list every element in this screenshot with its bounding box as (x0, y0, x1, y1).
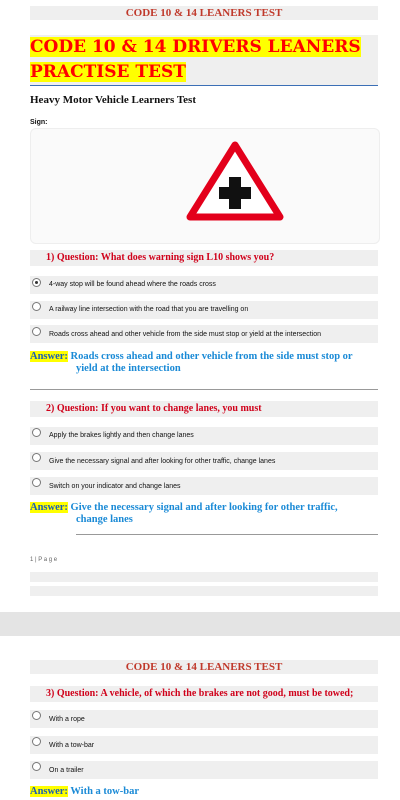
question-3-answer (30, 786, 378, 798)
question-2-answer (30, 502, 378, 514)
question-2-option-1-text: Apply the brakes lightly and then change lanes (49, 432, 194, 439)
answer-label: Answer: (30, 786, 68, 797)
answer-label: Answer: (30, 502, 68, 513)
question-3: 3) Question: A vehicle, of which the brakes are not good, must be towed; (46, 688, 354, 699)
footer-bar (30, 572, 378, 582)
question-2-option-3-text: Switch on your indicator and change lanes (49, 483, 181, 490)
question-2-option-2-text: Give the necessary signal and after looking for other traffic, change lanes (49, 458, 276, 465)
answer-text-line-2: yield at the intersection (76, 363, 181, 374)
page-header: CODE 10 & 14 LEANERS TEST (30, 660, 378, 674)
question-3-option-1-text: With a rope (49, 716, 85, 723)
crossroads-warning-sign-icon (186, 141, 284, 221)
answer-label: Answer: (30, 351, 68, 362)
answer-divider (30, 389, 378, 390)
question-2: 2) Question: If you want to change lanes, you must (46, 403, 262, 414)
question-1-option-1-radio[interactable] (32, 278, 41, 287)
question-1-option-2-text: A railway line intersection with the road that you are travelling on (49, 306, 249, 313)
question-2-option-1-radio[interactable] (32, 428, 41, 437)
question-3-option-2-text: With a tow-bar (49, 742, 95, 749)
question-2-option-3-radio[interactable] (32, 478, 41, 487)
question-1-option-2-radio[interactable] (32, 302, 41, 311)
question-1-option-1-text: 4-way stop will be found ahead where the roads cross (49, 281, 216, 288)
question-1-option-3-radio[interactable] (32, 327, 41, 336)
answer-text-line-2: change lanes (76, 514, 133, 525)
test-subtitle: Heavy Motor Vehicle Learners Test (30, 94, 196, 106)
question-3-option-3-text: On a trailer (49, 767, 84, 774)
page-header: CODE 10 & 14 LEANERS TEST (30, 6, 378, 20)
question-1-answer-cont (76, 363, 376, 375)
answer-text-line-1: Roads cross ahead and other vehicle from the side must stop or (70, 351, 353, 362)
title-line-2: PRACTISE TEST (30, 62, 186, 82)
question-3-option-3-radio[interactable] (32, 762, 41, 771)
page-gap (0, 612, 400, 636)
question-3-option-2-radio[interactable] (32, 737, 41, 746)
question-1-option-3-text: Roads cross ahead and other vehicle from the side must stop or yield at the intersection (49, 331, 321, 338)
page-number: 1 | P a g e (30, 557, 58, 563)
sign-image-box (30, 128, 380, 244)
answer-text-line-1: With a tow-bar (70, 786, 139, 797)
footer-bar (30, 586, 378, 596)
question-3-option-1-radio[interactable] (32, 711, 41, 720)
page-title (30, 35, 378, 86)
question-2-option-2-radio[interactable] (32, 453, 41, 462)
answer-text-line-1: Give the necessary signal and after looking for other traffic, (70, 502, 338, 513)
sign-label: Sign: (30, 119, 48, 126)
answer-divider (76, 534, 378, 535)
document-page-2 (0, 636, 400, 800)
question-1-answer (30, 351, 378, 363)
question-1: 1) Question: What does warning sign L10 shows you? (46, 252, 275, 263)
title-line-1: CODE 10 & 14 DRIVERS LEANERS (30, 37, 361, 57)
question-2-answer-cont (76, 514, 376, 526)
